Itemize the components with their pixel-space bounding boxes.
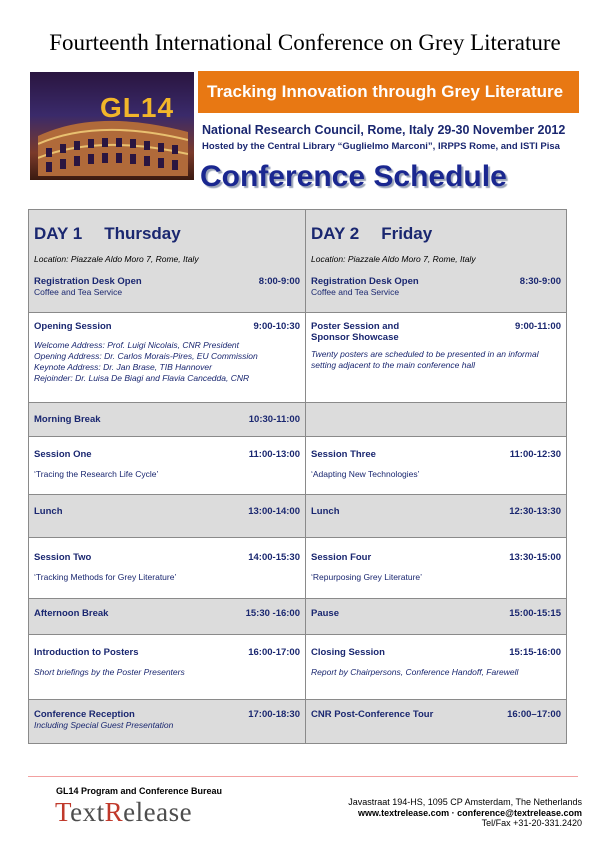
session-three: [311, 449, 561, 460]
day2-registration: [311, 276, 561, 287]
address: Javastraat 194-HS, 1095 CP Amsterdam, The Netherlands: [348, 797, 582, 807]
event-time: 14:00-15:30: [248, 552, 300, 563]
brand-letter: T: [55, 797, 71, 827]
event-time: 16:00-17:00: [248, 647, 300, 658]
speaker-line: Rejoinder: Dr. Luisa De Biagi and Flavia Cancedda, CNR: [34, 373, 250, 383]
event-title: Opening Session: [34, 321, 112, 332]
day1-lunch-cell: [29, 495, 306, 538]
event-time: 10:30-11:00: [248, 414, 300, 425]
speaker-line: Welcome Address: Prof. Luigi Nicolais, CNR President: [34, 340, 240, 350]
event-time: 15:15-16:00: [509, 647, 561, 658]
speaker-line: Keynote Address: Dr. Jan Brase, TIB Hannover: [34, 362, 212, 372]
event-time: 8:00-9:00: [258, 276, 300, 287]
event-time: 17:00-18:30: [248, 709, 300, 720]
event-subtitle: Including Special Guest Presentation: [34, 720, 174, 730]
day2-location: Location: Piazzale Aldo Moro 7, Rome, Italy: [311, 254, 476, 264]
day1-opening-cell: [29, 313, 306, 403]
event-subtitle: ‘Tracking Methods for Grey Literature’: [34, 572, 177, 582]
day1-session-two-cell: [29, 538, 306, 599]
day2-weekday: Friday: [381, 224, 433, 243]
day1-header-cell: [29, 210, 306, 313]
day1-registration: [34, 276, 300, 287]
colosseum-image: [38, 114, 188, 176]
day2-session-four-cell: [306, 538, 567, 599]
day2-pause-cell: [306, 599, 567, 635]
day2-label: DAY 2: [311, 224, 360, 243]
poster-session-line2: [311, 332, 561, 343]
event-title: Lunch: [311, 506, 340, 517]
brand-letter: R: [104, 797, 124, 827]
bureau-label: GL14 Program and Conference Bureau: [56, 786, 223, 796]
event-title: Session Three: [311, 449, 376, 460]
textrelease-logo: [55, 797, 192, 828]
day2-tour-cell: [306, 700, 567, 744]
contact-line: www.textrelease.com · conference@textrelease.com: [357, 807, 582, 818]
event-time: 15:00-15:15: [509, 608, 561, 619]
day1-label: DAY 1: [34, 224, 83, 243]
event-title: Morning Break: [34, 414, 101, 425]
event-time: 15:30 -16:00: [245, 608, 300, 619]
lunch: [311, 506, 561, 517]
event-title: Afternoon Break: [34, 608, 109, 619]
opening-session: [34, 321, 300, 332]
event-title: Registration Desk Open: [34, 276, 142, 287]
event-time: 9:00-11:00: [515, 321, 561, 332]
day2-empty-cell: [306, 403, 567, 437]
event-time: 9:00-10:30: [253, 321, 300, 332]
event-title: Introduction to Posters: [34, 647, 139, 658]
intro-to-posters: [34, 647, 300, 658]
day1-location: Location: Piazzale Aldo Moro 7, Rome, Italy: [34, 254, 199, 264]
event-title: Registration Desk Open: [311, 276, 419, 287]
day1-heading: [34, 224, 300, 244]
event-title: Session Four: [311, 552, 372, 563]
event-title: Conference Reception: [34, 709, 135, 720]
event-title: Sponsor Showcase: [311, 332, 399, 343]
event-title: Pause: [311, 608, 339, 619]
page-title: Fourteenth International Conference on Grey Literature: [49, 30, 561, 55]
event-title: Session One: [34, 449, 92, 460]
event-subtitle: Short briefings by the Poster Presenters: [34, 667, 185, 677]
closing-session: [311, 647, 561, 658]
session-four: [311, 552, 561, 563]
event-subtitle: Coffee and Tea Service: [311, 287, 400, 297]
afternoon-break: [34, 608, 300, 619]
day2-heading: [311, 224, 561, 244]
event-subtitle: ‘Adapting New Technologies’: [311, 469, 420, 479]
day1-session-one-cell: [29, 437, 306, 495]
event-title: CNR Post-Conference Tour: [311, 709, 434, 720]
day1-afternoon-break-cell: [29, 599, 306, 635]
pause: [311, 608, 561, 619]
event-time: 16:00–17:00: [507, 709, 561, 720]
day2-lunch-cell: [306, 495, 567, 538]
day1-morning-break-cell: [29, 403, 306, 437]
session-two: [34, 552, 300, 563]
theme-banner: Tracking Innovation through Grey Literature: [198, 71, 579, 113]
event-subtitle: ‘Tracing the Research Life Cycle’: [34, 469, 159, 479]
event-time: 13:00-14:00: [248, 506, 300, 517]
event-subtitle: Report by Chairpersons, Conference Handoff, Farewell: [311, 667, 519, 677]
conference-location: National Research Council, Rome, Italy 29-30 November 2012: [202, 123, 566, 137]
hosted-by: Hosted by the Central Library “Guglielmo Marconi”, IRPPS Rome, and ISTI Pisa: [202, 141, 560, 152]
day1-reception-cell: [29, 700, 306, 744]
event-title: Poster Session and: [311, 321, 400, 332]
day1-weekday: Thursday: [104, 224, 181, 243]
event-title: Closing Session: [311, 647, 385, 658]
day2-poster-cell: [306, 313, 567, 403]
event-subtitle: Twenty posters are scheduled to be presented in an informal setting adjacent to the main conference hall: [311, 349, 539, 370]
day2-session-three-cell: [306, 437, 567, 495]
day2-header-cell: [306, 210, 567, 313]
website-link[interactable]: www.textrelease.com: [357, 807, 450, 818]
session-one: [34, 449, 300, 460]
event-title: Lunch: [34, 506, 63, 517]
day1-posters-cell: [29, 635, 306, 700]
brand-part: elease: [123, 797, 193, 827]
event-title: Session Two: [34, 552, 92, 563]
lunch: [34, 506, 300, 517]
event-time: 12:30-13:30: [509, 506, 561, 517]
conference-reception: [34, 709, 300, 720]
conference-logo: [30, 72, 194, 180]
phone: Tel/Fax +31-20-331.2420: [481, 818, 582, 828]
event-time: 13:30-15:00: [509, 552, 561, 563]
schedule-table: [28, 209, 567, 744]
email-link[interactable]: conference@textrelease.com: [457, 807, 582, 818]
post-conference-tour: [311, 709, 561, 720]
brand-part: ext: [70, 797, 105, 827]
logo-text: GL14: [100, 92, 175, 123]
speaker-line: Opening Address: Dr. Carlos Morais-Pires, EU Commission: [34, 351, 258, 361]
event-time: 8:30-9:00: [519, 276, 561, 287]
morning-break: [34, 414, 300, 425]
schedule-title: Conference Schedule: [200, 160, 507, 193]
event-time: 11:00-12:30: [509, 449, 561, 460]
event-time: 11:00-13:00: [248, 449, 300, 460]
poster-session: [311, 321, 561, 332]
event-subtitle: ‘Repurposing Grey Literature’: [311, 572, 423, 582]
contact-block: [348, 797, 582, 829]
event-subtitle: Coffee and Tea Service: [34, 287, 123, 297]
footer-divider: [28, 776, 578, 777]
day2-closing-cell: [306, 635, 567, 700]
